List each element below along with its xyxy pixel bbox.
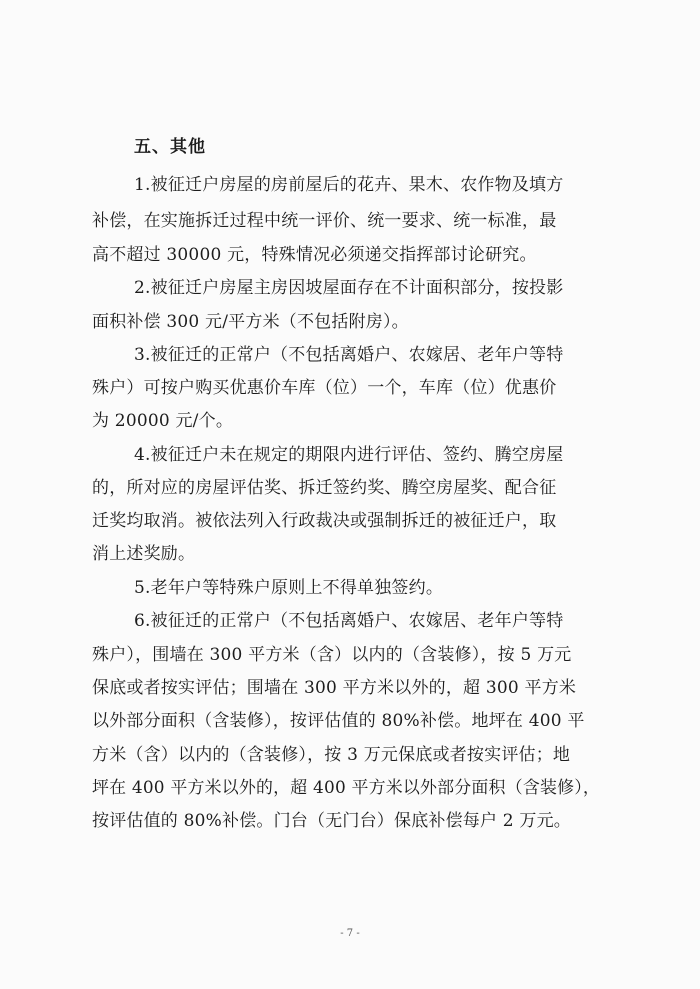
paragraph-4-line-3: 迁奖均取消。被依法列入行政裁决或强制拆迁的被征迁户，取 (92, 511, 557, 531)
paragraph-1-line-1: 1.被征迁户房屋的房前屋后的花卉、果木、农作物及填方 (134, 175, 564, 195)
paragraph-3-line-1: 3.被征迁的正常户（不包括离婚户、农嫁居、老年户等特 (134, 345, 564, 365)
paragraph-1-line-3: 高不超过 30000 元，特殊情况必须递交指挥部讨论研究。 (92, 245, 537, 265)
paragraph-4-line-1: 4.被征迁户未在规定的期限内进行评估、签约、腾空房屋 (134, 445, 564, 465)
page-number: - 7 - (340, 928, 360, 939)
paragraph-6-line-6: 坪在 400 平方米以外的，超 400 平方米以外部分面积（含装修）， (92, 778, 601, 798)
paragraph-2-line-2: 面积补偿 300 元/平方米（不包括附房）。 (92, 312, 409, 332)
paragraph-1-line-2: 补偿，在实施拆迁过程中统一评价、统一要求、统一标准，最 (92, 211, 557, 231)
paragraph-5-line-1: 5.老年户等特殊户原则上不得单独签约。 (134, 578, 444, 598)
paragraph-2-line-1: 2.被征迁户房屋主房因坡屋面存在不计面积部分，按投影 (134, 278, 564, 298)
paragraph-6-line-2: 殊户），围墙在 300 平方米（含）以内的（含装修），按 5 万元 (92, 645, 572, 665)
paragraph-3-line-3: 为 20000 元/个。 (92, 411, 234, 431)
paragraph-6-line-1: 6.被征迁的正常户（不包括离婚户、农嫁居、老年户等特 (134, 611, 564, 631)
paragraph-6-line-3: 保底或者按实评估；围墙在 300 平方米以外的，超 300 平方米 (92, 678, 577, 698)
paragraph-6-line-4: 以外部分面积（含装修），按评估值的 80%补偿。地坪在 400 平 (92, 711, 585, 731)
section-heading: 五、其他 (134, 137, 206, 157)
paragraph-4-line-2: 的，所对应的房屋评估奖、拆迁签约奖、腾空房屋奖、配合征 (92, 478, 557, 498)
paragraph-6-line-5: 方米（含）以内的（含装修），按 3 万元保底或者按实评估；地 (92, 745, 571, 765)
paragraph-6-line-7: 按评估值的 80%补偿。门台（无门台）保底补偿每户 2 万元。 (92, 811, 572, 831)
paragraph-4-line-4: 消上述奖励。 (92, 544, 196, 564)
paragraph-3-line-2: 殊户）可按户购买优惠价车库（位）一个，车库（位）优惠价 (92, 378, 557, 398)
